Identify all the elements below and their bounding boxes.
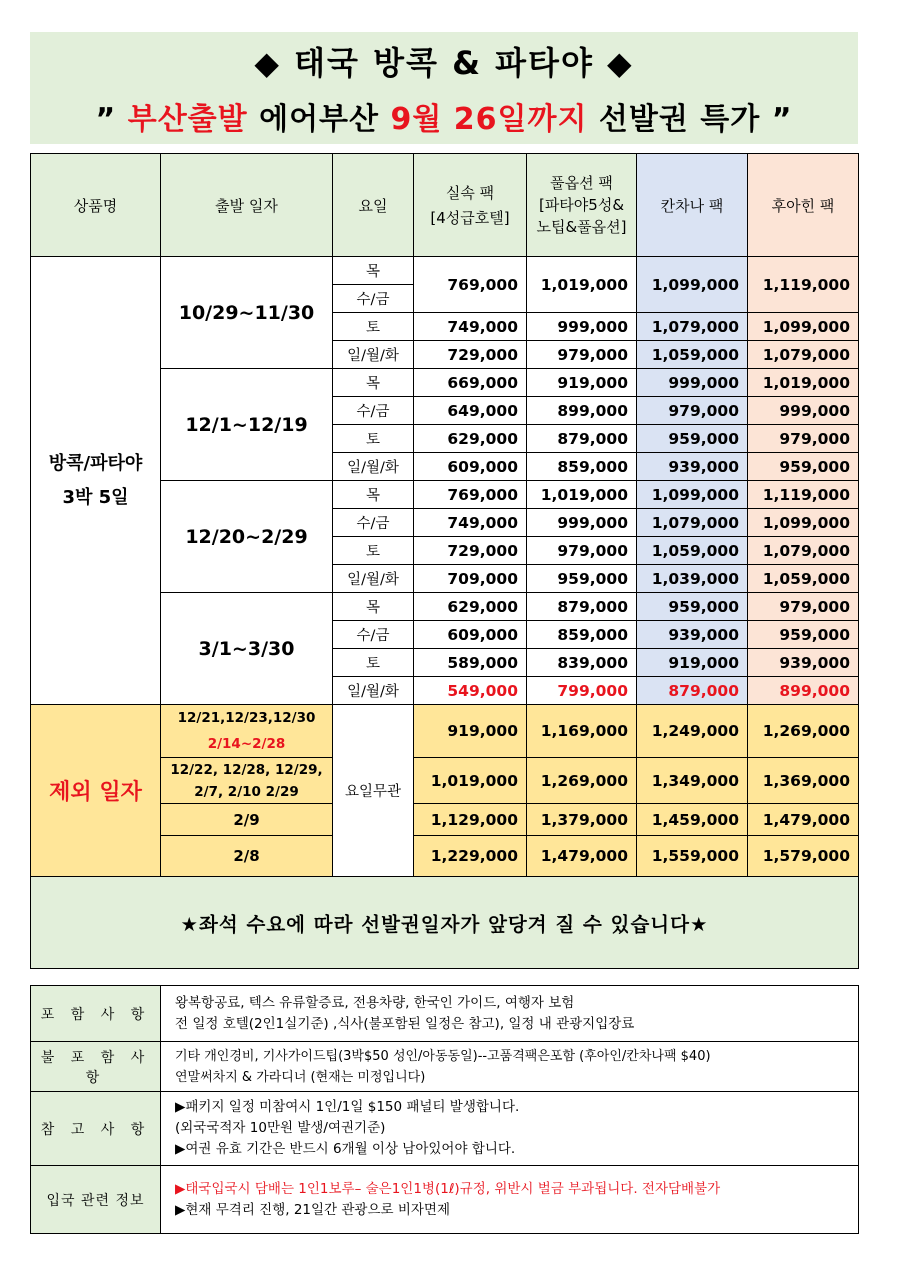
price-fulloption: 879,000 [527,593,637,621]
subtitle-special: 선발권 특가 [598,102,761,137]
price-kanchana: 1,459,000 [637,804,748,836]
header-pack-basic-name: 실속 팩 [445,184,495,202]
quote-close: ” [771,102,793,137]
header-pack-fulloption-note1: [파타야5성& [538,196,625,214]
period-label: 3/1~3/30 [161,593,333,705]
excluded-dates-line: 12/22, 12/28, 12/29, [170,761,323,778]
price-kanchana: 1,059,000 [637,341,748,369]
price-fulloption: 1,169,000 [527,705,637,758]
price-basic: 749,000 [414,313,527,341]
table-header-row [31,154,859,257]
price-huahin: 899,000 [748,677,859,705]
price-huahin: 999,000 [748,397,859,425]
header-pack-kanchana: 칸차나 팩 [637,154,748,257]
header-pack-basic [414,154,527,257]
price-basic: 769,000 [414,481,527,509]
seat-notice: ★좌석 수요에 따라 선발권일자가 앞당겨 질 수 있습니다★ [31,877,859,969]
price-basic: 549,000 [414,677,527,705]
price-basic: 589,000 [414,649,527,677]
header-pack-fulloption-name: 풀옵션 팩 [550,174,613,192]
excluded-dates-line: 2/14~2/28 [207,736,286,752]
price-kanchana: 1,039,000 [637,565,748,593]
info-line: 연말써차지 & 가라디너 (현재는 미정입니다) [175,1069,426,1085]
weekday-cell: 토 [333,313,414,341]
price-kanchana: 879,000 [637,677,748,705]
weekday-cell: 일/월/화 [333,341,414,369]
price-kanchana: 1,349,000 [637,758,748,804]
price-basic: 629,000 [414,425,527,453]
price-kanchana: 959,000 [637,425,748,453]
excluded-dates-label: 제외 일자 [31,705,161,877]
product-duration: 3박 5일 [62,486,129,508]
header-weekday: 요일 [333,154,414,257]
info-label-notes: 참 고 사 항 [31,1092,161,1166]
price-kanchana: 1,079,000 [637,509,748,537]
price-huahin: 939,000 [748,649,859,677]
price-kanchana: 939,000 [637,453,748,481]
page-subtitle [30,94,858,138]
table-row [31,705,859,758]
price-fulloption: 919,000 [527,369,637,397]
info-text-notes [161,1092,859,1166]
info-label-included: 포 함 사 항 [31,986,161,1042]
price-fulloption: 1,379,000 [527,804,637,836]
info-line: ▶여권 유효 기간은 반드시 6개월 이상 남아있어야 합니다. [175,1141,516,1157]
price-basic: 609,000 [414,621,527,649]
price-huahin: 1,119,000 [748,481,859,509]
price-fulloption: 1,479,000 [527,836,637,877]
price-basic: 769,000 [414,257,527,313]
price-huahin: 1,099,000 [748,509,859,537]
info-table [30,985,859,1234]
price-fulloption: 979,000 [527,341,637,369]
price-basic: 1,129,000 [414,804,527,836]
period-label: 12/20~2/29 [161,481,333,593]
weekday-cell: 목 [333,481,414,509]
page-title: ◆ 태국 방콕 & 파타야 ◆ [254,44,634,82]
price-fulloption: 979,000 [527,537,637,565]
price-kanchana: 959,000 [637,593,748,621]
price-table [30,153,859,969]
price-kanchana: 1,099,000 [637,257,748,313]
price-basic: 629,000 [414,593,527,621]
price-kanchana: 939,000 [637,621,748,649]
period-label: 12/1~12/19 [161,369,333,481]
weekday-cell: 수/금 [333,397,414,425]
info-line: ▶현재 무격리 진행, 21일간 관광으로 비자면제 [175,1201,451,1218]
weekday-cell: 일/월/화 [333,565,414,593]
price-fulloption: 859,000 [527,621,637,649]
price-basic: 1,229,000 [414,836,527,877]
weekday-cell: 목 [333,593,414,621]
price-kanchana: 1,059,000 [637,537,748,565]
price-kanchana: 1,249,000 [637,705,748,758]
price-basic: 609,000 [414,453,527,481]
price-fulloption: 1,019,000 [527,257,637,313]
header-pack-fulloption-note2: 노팁&풀옵션] [536,218,627,236]
weekday-cell: 일/월/화 [333,677,414,705]
price-kanchana: 1,079,000 [637,313,748,341]
price-huahin: 979,000 [748,593,859,621]
weekday-cell: 수/금 [333,621,414,649]
price-fulloption: 999,000 [527,313,637,341]
notice-row [31,877,859,969]
price-fulloption: 899,000 [527,397,637,425]
weekday-cell: 토 [333,425,414,453]
title-banner [30,32,858,144]
price-basic: 919,000 [414,705,527,758]
header-pack-basic-note: [4성급호텔] [430,209,510,227]
price-fulloption: 1,269,000 [527,758,637,804]
price-basic: 729,000 [414,537,527,565]
info-line: 기타 개인경비, 기사가이드팁(3박$50 성인/아동동일)--고품격팩은포함 (후아인/칸차나팩 $40) [175,1048,711,1064]
price-kanchana: 979,000 [637,397,748,425]
header-date: 출발 일자 [161,154,333,257]
price-kanchana: 1,559,000 [637,836,748,877]
info-text-entry [161,1166,859,1234]
info-row [31,1092,859,1166]
header-pack-fulloption [527,154,637,257]
price-kanchana: 1,099,000 [637,481,748,509]
price-huahin: 1,079,000 [748,341,859,369]
weekday-cell: 토 [333,537,414,565]
weekday-cell: 수/금 [333,509,414,537]
price-fulloption: 959,000 [527,565,637,593]
weekday-cell: 토 [333,649,414,677]
price-huahin: 1,269,000 [748,705,859,758]
price-huahin: 1,019,000 [748,369,859,397]
info-row [31,1166,859,1234]
product-name: 방콕/파타야 [48,452,143,474]
excluded-dates-line: 2/7, 2/10 2/29 [194,783,299,800]
price-basic: 729,000 [414,341,527,369]
price-fulloption: 999,000 [527,509,637,537]
weekday-cell: 목 [333,257,414,285]
excluded-dates-line: 12/21,12/23,12/30 [177,710,316,726]
table-row [31,257,859,285]
price-kanchana: 919,000 [637,649,748,677]
price-huahin: 1,099,000 [748,313,859,341]
price-fulloption: 799,000 [527,677,637,705]
excluded-dates: 2/8 [161,836,333,877]
product-name-cell [31,257,161,705]
price-basic: 709,000 [414,565,527,593]
info-text-included [161,986,859,1042]
weekday-cell: 목 [333,369,414,397]
price-huahin: 959,000 [748,621,859,649]
price-basic: 749,000 [414,509,527,537]
info-text-excluded [161,1042,859,1092]
price-huahin: 959,000 [748,453,859,481]
header-pack-huahin: 후아힌 팩 [748,154,859,257]
info-row [31,986,859,1042]
info-line: 전 일정 호텔(2인1실기준) ,식사(불포함된 일정은 참고), 일정 내 관광지입장료 [175,1015,635,1032]
info-label-excluded: 불 포 함 사 항 [31,1042,161,1092]
price-basic: 649,000 [414,397,527,425]
info-label-entry: 입국 관련 정보 [31,1166,161,1234]
price-basic: 1,019,000 [414,758,527,804]
info-line: (외국국적자 10만원 발생/여권기준) [175,1120,386,1136]
price-huahin: 1,369,000 [748,758,859,804]
excluded-dates [161,705,333,758]
weekday-cell: 일/월/화 [333,453,414,481]
price-fulloption: 879,000 [527,425,637,453]
weekday-any: 요일무관 [333,705,414,877]
excluded-dates [161,758,333,804]
price-fulloption: 1,019,000 [527,481,637,509]
price-huahin: 1,119,000 [748,257,859,313]
info-line: ▶태국입국시 담배는 1인1보루– 술은1인1병(1ℓ)규정, 위반시 벌금 부과됩니다. 전자담배불가 [175,1180,721,1197]
subtitle-deadline: 9월 26일까지 [390,102,588,137]
period-label: 10/29~11/30 [161,257,333,369]
header-product: 상품명 [31,154,161,257]
subtitle-departure: 부산출발 [127,102,248,137]
quote-open: ” [95,102,117,137]
price-basic: 669,000 [414,369,527,397]
price-huahin: 979,000 [748,425,859,453]
weekday-cell: 수/금 [333,285,414,313]
info-row [31,1042,859,1092]
price-fulloption: 839,000 [527,649,637,677]
subtitle-airline: 에어부산 [259,102,380,137]
excluded-dates: 2/9 [161,804,333,836]
price-huahin: 1,079,000 [748,537,859,565]
price-kanchana: 999,000 [637,369,748,397]
info-line: ▶패키지 일정 미참여시 1인/1일 $150 패널티 발생합니다. [175,1099,520,1115]
price-huahin: 1,059,000 [748,565,859,593]
price-huahin: 1,479,000 [748,804,859,836]
info-line: 왕복항공료, 텍스 유류할증료, 전용차량, 한국인 가이드, 여행자 보험 [175,994,575,1011]
price-fulloption: 859,000 [527,453,637,481]
price-huahin: 1,579,000 [748,836,859,877]
